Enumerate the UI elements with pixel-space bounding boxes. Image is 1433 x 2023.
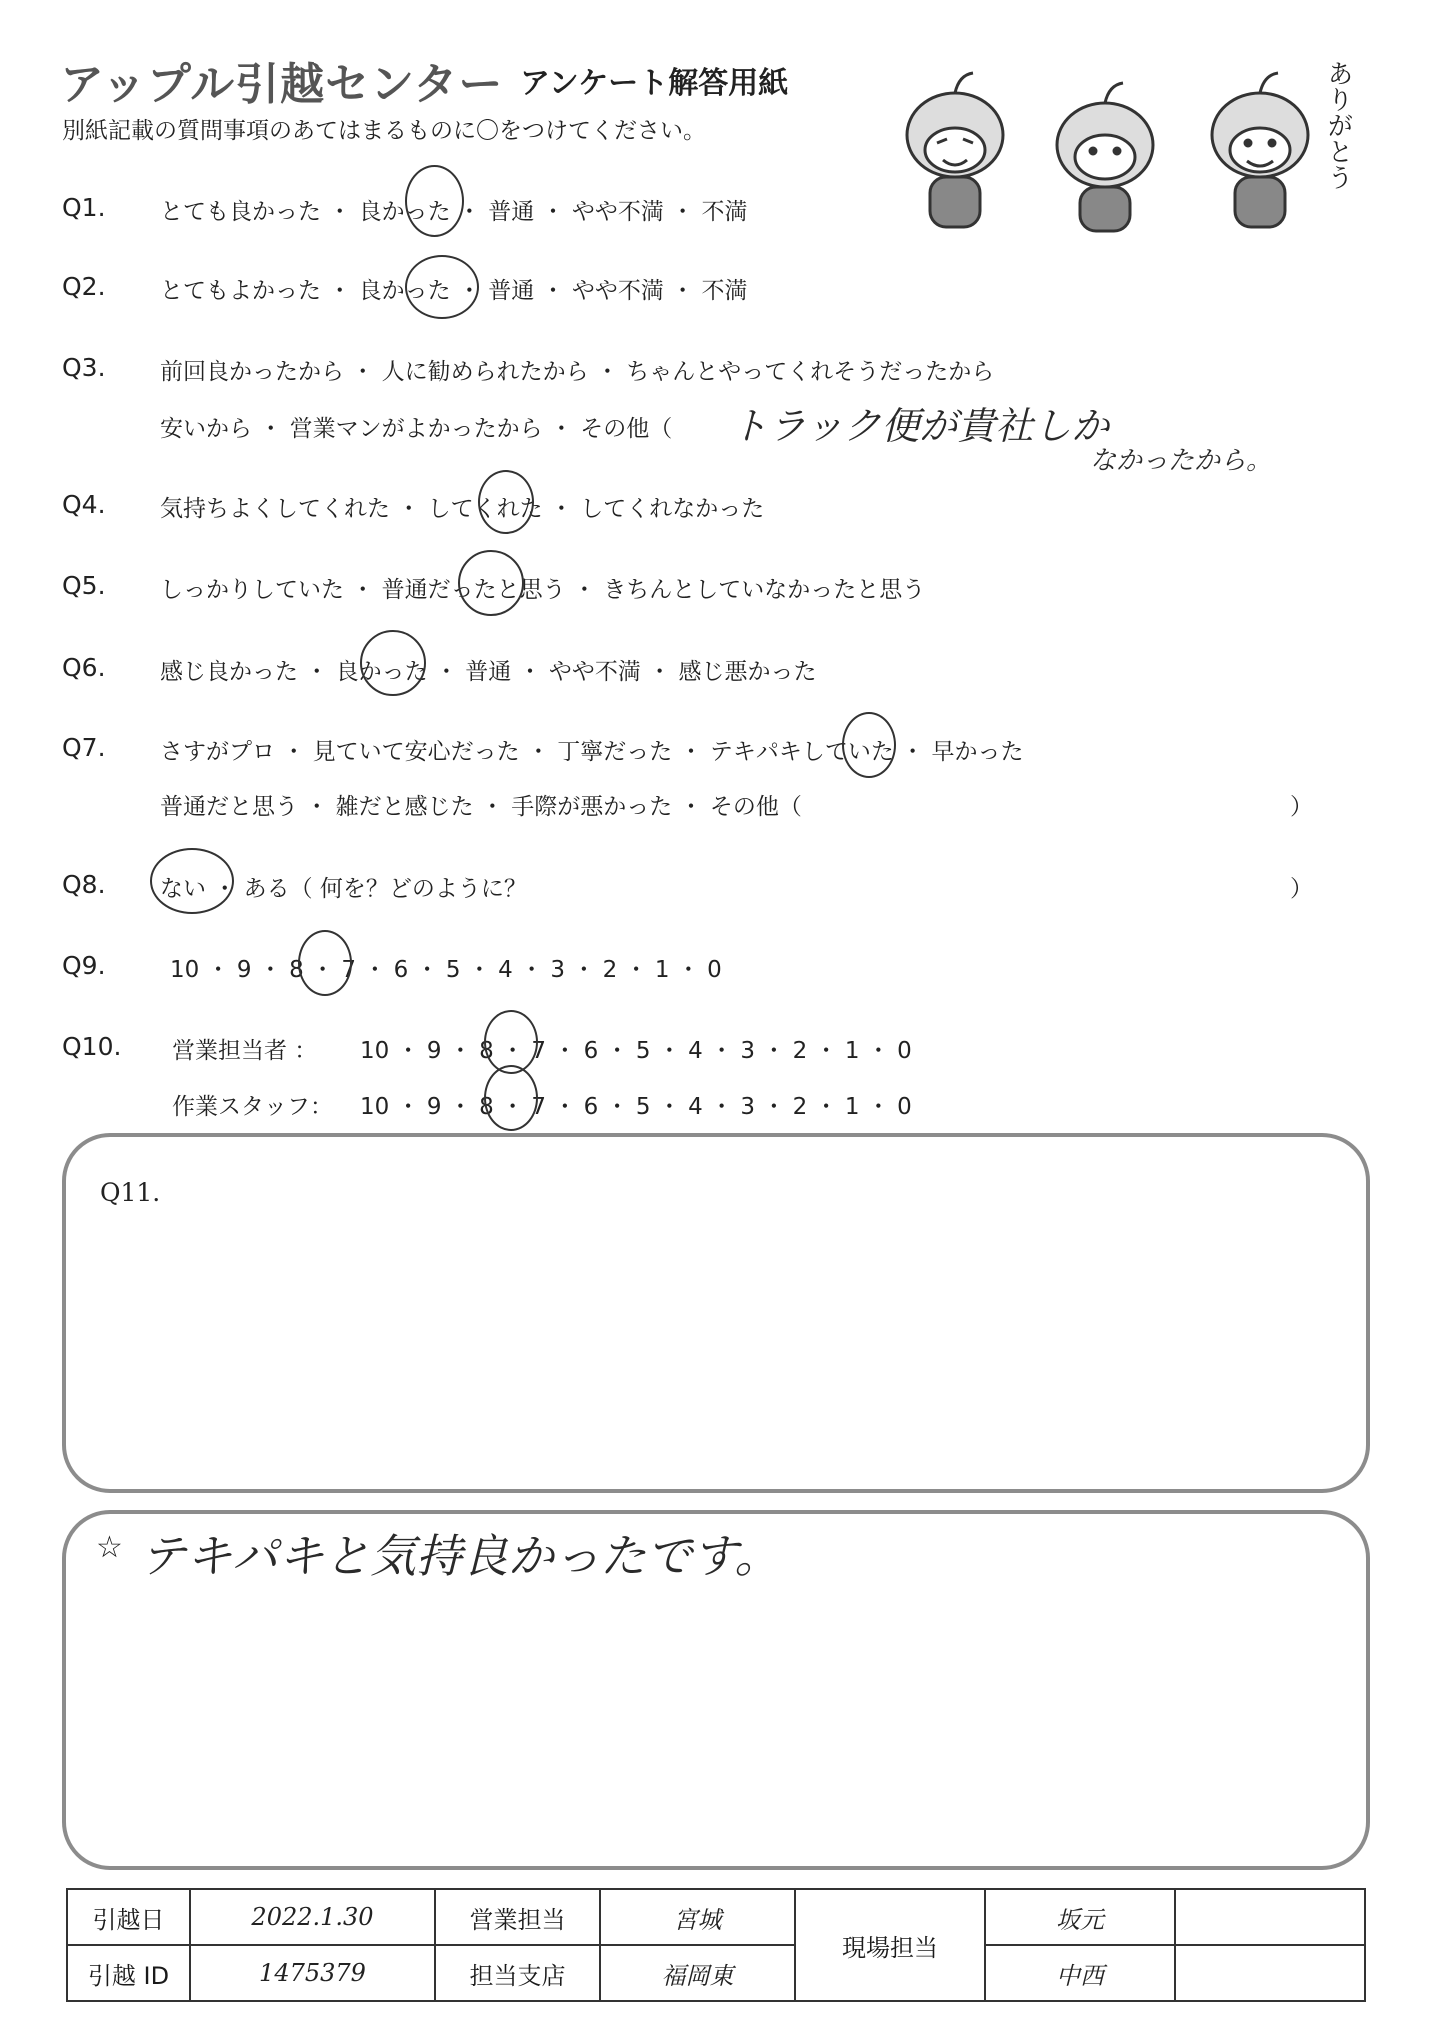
thanks-text: ありがとう (1323, 60, 1353, 190)
q6-selected-circle (360, 630, 426, 696)
company-title: アップル引越センター (60, 59, 504, 110)
move-date-label: 引越日 (67, 1889, 190, 1945)
q7-close-paren: ） (1290, 794, 1313, 820)
q4-label: Q4. (62, 490, 106, 519)
site-staff-empty-1 (1175, 1889, 1365, 1945)
star-icon: ☆ (96, 1530, 123, 1565)
q6-label: Q6. (62, 653, 106, 682)
q9-selected-circle (298, 930, 352, 996)
q5-label: Q5. (62, 571, 106, 600)
sales-rep-label: 営業担当 (435, 1889, 600, 1945)
q10-sales-label: 営業担当者 ： (172, 1038, 318, 1064)
monkey-mascot-icon (895, 55, 1355, 235)
move-date-value: 2022.1.30 (190, 1889, 435, 1945)
q9-scale: 10 ・ 9 ・ 8 ・ 7 ・ 6 ・ 5 ・ 4 ・ 3 ・ 2 ・ 1 ・ 0 (170, 957, 722, 983)
comment-handwritten: テキパキと気持良かったです。 (140, 1529, 781, 1583)
q10-sales-scale: 10 ・ 9 ・ 8 ・ 7 ・ 6 ・ 5 ・ 4 ・ 3 ・ 2 ・ 1 ・ 0 (360, 1038, 912, 1064)
branch-label: 担当支店 (435, 1945, 600, 2001)
q1-selected-circle (405, 165, 464, 237)
q5-options: しっかりしていた ・ 普通だったと思う ・ きちんとしていなかったと思う (160, 577, 926, 603)
q3-handwritten-line2: なかったから。 (1090, 446, 1273, 476)
q3-options-line2: 安いから ・ 営業マンがよかったから ・ その他（ (160, 416, 673, 442)
move-id-label: 引越 ID (67, 1945, 190, 2001)
q5-selected-circle (458, 550, 524, 616)
move-id-value: 1475379 (190, 1945, 435, 2001)
site-staff-1: 坂元 (985, 1889, 1175, 1945)
q6-options: 感じ良かった ・ 良かった ・ 普通 ・ やや不満 ・ 感じ悪かった (160, 659, 817, 685)
q7-label: Q7. (62, 733, 106, 762)
branch-value: 福岡東 (600, 1945, 795, 2001)
q2-selected-circle (405, 255, 479, 319)
q2-options: とてもよかった ・ 良かった ・ 普通 ・ やや不満 ・ 不満 (160, 278, 748, 304)
q8-label: Q8. (62, 870, 106, 899)
footer-info-table (66, 1888, 1366, 2002)
q11-label: Q11. (100, 1178, 161, 1207)
q3-options-line1: 前回良かったから ・ 人に勧められたから ・ ちゃんとやってくれそうだったから (160, 359, 995, 385)
q1-options: とても良かった ・ 良かった ・ 普通 ・ やや不満 ・ 不満 (160, 199, 748, 225)
q8-close-paren: ） (1290, 876, 1313, 902)
q3-handwritten-line1: トラック便が貴社しか (730, 404, 1110, 448)
sales-rep-value: 宮城 (600, 1889, 795, 1945)
site-staff-empty-2 (1175, 1945, 1365, 2001)
q10-staff-scale: 10 ・ 9 ・ 8 ・ 7 ・ 6 ・ 5 ・ 4 ・ 3 ・ 2 ・ 1 ・ 0 (360, 1094, 912, 1120)
q8-selected-circle (150, 848, 234, 914)
q7-options-line1: さすがプロ ・ 見ていて安心だった ・ 丁寧だった ・ テキパキしていた ・ 早かった (160, 739, 1024, 765)
q7-selected-circle (842, 712, 896, 778)
q10-staff-label: 作業スタッフ： (172, 1094, 333, 1120)
q9-label: Q9. (62, 951, 106, 980)
q8-options: ない ・ ある（ 何を？どのように？ (160, 876, 527, 902)
q11-answer-box[interactable] (62, 1133, 1370, 1493)
site-staff-label: 現場担当 (795, 1889, 985, 2001)
q2-label: Q2. (62, 272, 106, 301)
instruction-text: 別紙記載の質問事項のあてはまるものに〇をつけてください。 (62, 118, 706, 144)
site-staff-2: 中西 (985, 1945, 1175, 2001)
q10-label: Q10. (62, 1032, 122, 1061)
q4-selected-circle (478, 470, 534, 534)
q3-label: Q3. (62, 353, 106, 382)
form-subtitle: アンケート解答用紙 (520, 66, 789, 101)
q7-options-line2: 普通だと思う ・ 雑だと感じた ・ 手際が悪かった ・ その他（ (160, 794, 802, 820)
q4-options: 気持ちよくしてくれた ・ してくれた ・ してくれなかった (160, 496, 765, 522)
q10-staff-selected-circle (484, 1065, 538, 1131)
q1-label: Q1. (62, 193, 106, 222)
